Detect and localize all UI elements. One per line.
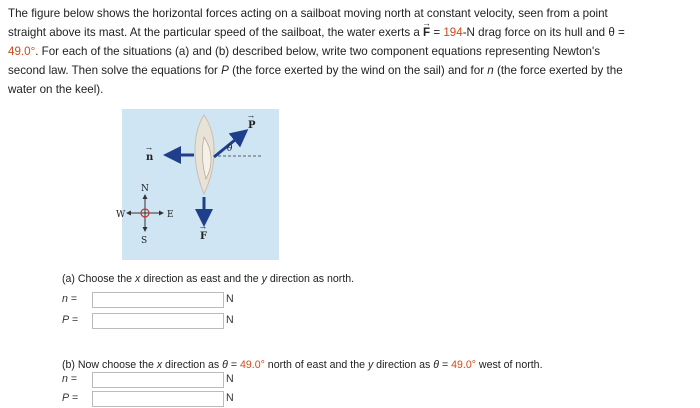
part-b-n-input[interactable]: [92, 372, 224, 388]
compass-N: N: [141, 184, 149, 194]
sailboat-figure: [116, 109, 279, 260]
compass-rose: [127, 195, 163, 231]
part-b-P-input[interactable]: [92, 391, 224, 407]
problem-statement: The figure below shows the horizontal forces acting on a sailboat moving north at constant velocity, seen from a point straight above its mast. At the particular speed of the sailboat, the water exerts a → F = 194-N drag force on its hull and θ = 49.0°. For each of the situations (a) and (b) described below, write two component equations representing Newton's second law. Then solve the equations for P (the force exerted by the wind on the sail) and for n (the force exerted by the water on the keel).: [8, 4, 692, 99]
force-vector-symbol: → F: [423, 23, 430, 42]
compass-E: E: [167, 210, 174, 220]
label-F: F: [200, 231, 208, 242]
part-a-instructions: (a) Choose the x direction as east and the y direction as north.: [62, 273, 355, 285]
compass-W: W: [116, 210, 126, 220]
svg-text:→: →: [146, 145, 152, 153]
part-b-theta-value-2: 49.0°: [451, 359, 476, 371]
part-b-instructions: (b) Now choose the x direction as θ = 49.0° north of east and the y direction as θ = 49.0° west of north.: [62, 359, 543, 371]
theta-value: 49.0°: [8, 45, 36, 58]
svg-text:→: →: [248, 113, 254, 121]
compass-S: S: [141, 236, 148, 246]
part-b-theta-value-1: 49.0°: [240, 359, 265, 371]
force-value: 194: [443, 26, 463, 39]
part-a-n-input[interactable]: [92, 292, 224, 308]
label-n: n: [146, 152, 154, 163]
label-theta: θ: [227, 144, 233, 154]
label-P: P: [248, 120, 256, 131]
svg-text:→: →: [200, 224, 206, 232]
part-a-P-input[interactable]: [92, 313, 224, 329]
